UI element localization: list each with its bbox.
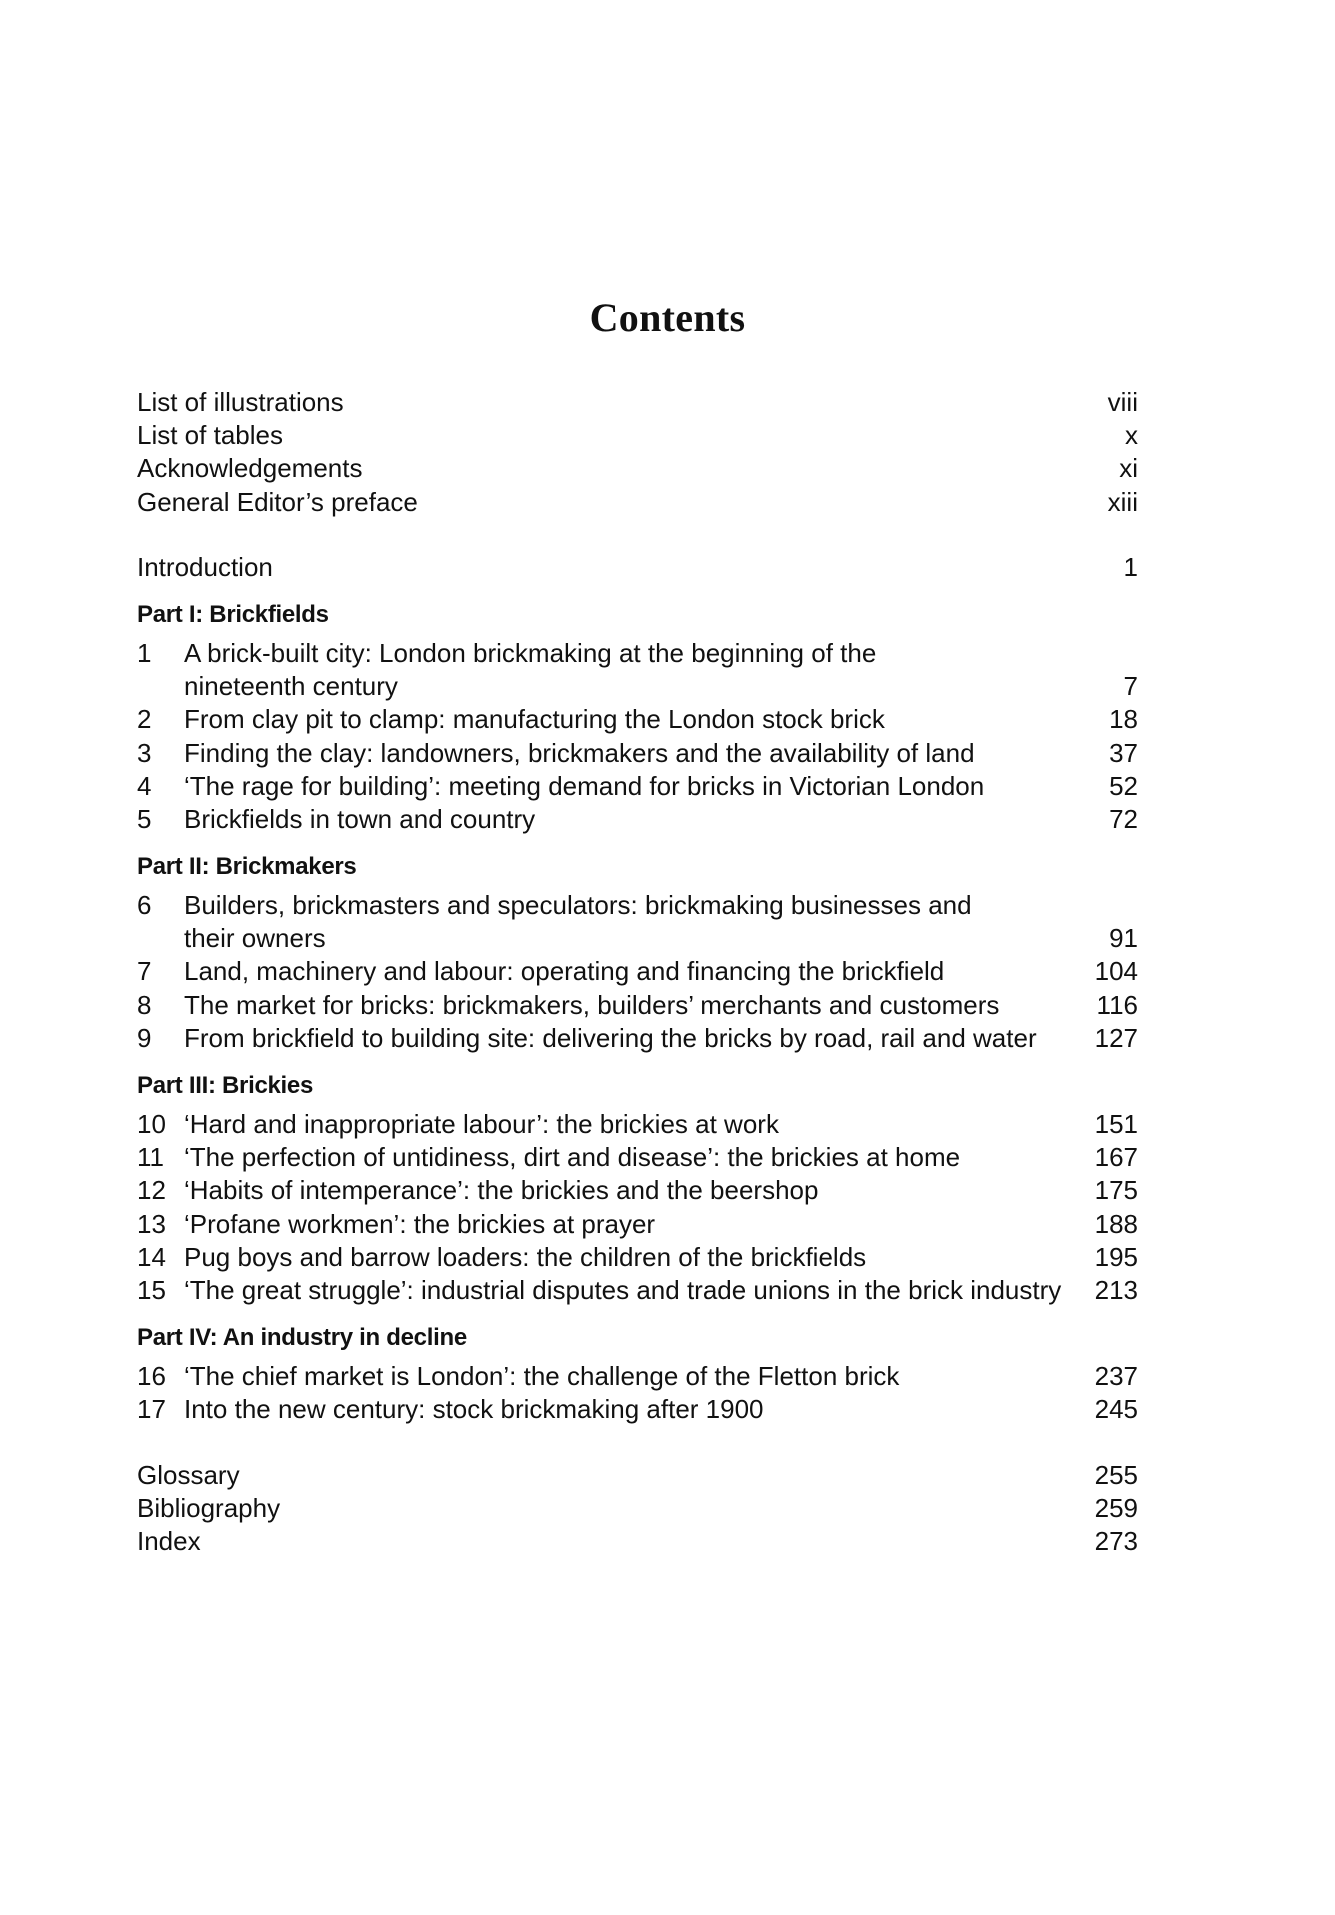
toc-entry-title: List of tables xyxy=(137,420,283,451)
toc-chapter-entry[interactable] xyxy=(137,737,1138,770)
chapter-number: 1 xyxy=(137,637,152,668)
chapter-title-continued: nineteenth century xyxy=(184,671,398,702)
chapter-title: A brick-built city: London brickmaking at the beginning of the xyxy=(184,637,877,668)
toc-page-number: 104 xyxy=(1094,956,1138,987)
part-heading: Part I: Brickfields xyxy=(137,600,329,628)
toc-chapter-entry[interactable] xyxy=(137,770,1138,803)
toc-entry-title: Index xyxy=(137,1525,201,1556)
toc-chapter-entry[interactable] xyxy=(137,1208,1138,1241)
toc-page-number: 52 xyxy=(1109,770,1138,801)
toc-entry[interactable] xyxy=(137,419,1138,452)
toc-page-number: 91 xyxy=(1109,923,1138,954)
toc-entry[interactable] xyxy=(137,1459,1138,1492)
toc-page-number: 273 xyxy=(1094,1525,1138,1556)
chapter-number: 5 xyxy=(137,803,152,834)
toc-entry-title: General Editor’s preface xyxy=(137,486,418,517)
toc-chapter-entry[interactable] xyxy=(137,989,1138,1022)
chapter-title: Into the new century: stock brickmaking after 1900 xyxy=(184,1394,764,1425)
chapter-title: ‘The chief market is London’: the challenge of the Fletton brick xyxy=(184,1361,900,1392)
toc-chapter-entry[interactable] xyxy=(137,1360,1138,1393)
toc-page-number: 72 xyxy=(1109,803,1138,834)
chapter-title: Land, machinery and labour: operating and financing the brickfield xyxy=(184,956,945,987)
toc-page-number: 237 xyxy=(1094,1361,1138,1392)
toc-entry-title: Bibliography xyxy=(137,1492,281,1523)
toc-chapter-entry[interactable] xyxy=(137,955,1138,988)
chapter-number: 3 xyxy=(137,737,152,768)
toc-page-number: x xyxy=(1125,420,1138,451)
chapter-title: From brickfield to building site: delivering the bricks by road, rail and water xyxy=(184,1022,1037,1053)
toc-page-number: 175 xyxy=(1094,1175,1138,1206)
toc-page-number: 151 xyxy=(1094,1109,1138,1139)
toc-chapter-entry[interactable] xyxy=(137,1393,1138,1426)
part-heading: Part IV: An industry in decline xyxy=(137,1324,467,1352)
chapter-title: Finding the clay: landowners, brickmakers and the availability of land xyxy=(184,737,975,768)
toc-page-number: 37 xyxy=(1109,737,1138,768)
toc-page-number: 245 xyxy=(1094,1394,1138,1425)
chapter-number: 10 xyxy=(137,1109,166,1139)
chapter-title: Pug boys and barrow loaders: the children of the brickfields xyxy=(184,1241,867,1272)
toc-chapter-entry[interactable] xyxy=(137,637,1138,670)
toc-chapter-entry[interactable] xyxy=(137,803,1138,836)
chapter-title: ‘The perfection of untidiness, dirt and disease’: the brickies at home xyxy=(184,1142,961,1173)
chapter-number: 16 xyxy=(137,1361,166,1392)
toc-page-number: viii xyxy=(1107,387,1138,417)
chapter-title: ‘The rage for building’: meeting demand for bricks in Victorian London xyxy=(184,770,985,801)
chapter-number: 8 xyxy=(137,989,152,1020)
toc-page-number: 259 xyxy=(1094,1492,1138,1523)
chapter-title: The market for bricks: brickmakers, builders’ merchants and customers xyxy=(184,989,1000,1020)
toc-page-number: xi xyxy=(1119,453,1138,484)
chapter-title: ‘The great struggle’: industrial disputes and trade unions in the brick industry xyxy=(184,1274,1062,1305)
chapter-number: 14 xyxy=(137,1241,166,1272)
part-heading: Part III: Brickies xyxy=(137,1072,314,1099)
toc-chapter-entry[interactable] xyxy=(137,1108,1138,1141)
toc-chapter-entry[interactable] xyxy=(137,1174,1138,1207)
part-heading: Part II: Brickmakers xyxy=(137,853,357,881)
toc-page-number: 18 xyxy=(1109,704,1138,735)
toc-entry[interactable] xyxy=(137,386,1138,419)
toc-chapter-entry[interactable] xyxy=(137,1241,1138,1274)
chapter-number: 4 xyxy=(137,770,152,801)
toc-chapter-entry-continued[interactable] xyxy=(137,922,1138,955)
toc-page-number: 195 xyxy=(1094,1241,1138,1272)
toc-chapter-entry[interactable] xyxy=(137,703,1138,736)
toc-chapter-entry[interactable] xyxy=(137,1141,1138,1174)
toc-entry-introduction[interactable] xyxy=(137,551,1138,584)
chapter-number: 2 xyxy=(137,704,152,735)
chapter-title: From clay pit to clamp: manufacturing the London stock brick xyxy=(184,704,885,735)
chapter-title: Builders, brickmasters and speculators: brickmaking businesses and xyxy=(184,890,972,921)
toc-entry[interactable] xyxy=(137,486,1138,519)
toc-page-number: 116 xyxy=(1096,989,1138,1020)
chapter-number: 12 xyxy=(137,1175,166,1206)
toc-entry-title: List of illustrations xyxy=(137,387,344,417)
section-gap xyxy=(137,1427,1138,1459)
chapter-number: 9 xyxy=(137,1022,152,1053)
chapter-title: ‘Profane workmen’: the brickies at prayer xyxy=(184,1208,656,1239)
toc-page-number: xiii xyxy=(1107,486,1138,517)
toc-entry[interactable] xyxy=(137,452,1138,485)
toc-page-number: 188 xyxy=(1094,1208,1138,1239)
chapter-number: 17 xyxy=(137,1394,166,1425)
toc-chapter-entry-continued[interactable] xyxy=(137,670,1138,703)
toc-chapter-entry[interactable] xyxy=(137,1022,1138,1055)
toc-entry-title: Acknowledgements xyxy=(137,453,363,484)
chapter-number: 15 xyxy=(137,1274,166,1305)
toc-chapter-entry[interactable] xyxy=(137,1274,1138,1307)
chapter-title-continued: their owners xyxy=(184,923,326,954)
toc-page-number: 167 xyxy=(1094,1142,1138,1173)
chapter-title: ‘Hard and inappropriate labour’: the brickies at work xyxy=(184,1109,779,1139)
table-of-contents xyxy=(137,386,1138,1558)
toc-page-number: 7 xyxy=(1123,671,1138,702)
chapter-number: 6 xyxy=(137,890,152,921)
chapter-title: Brickfields in town and country xyxy=(184,803,536,834)
chapter-number: 7 xyxy=(137,956,152,987)
chapter-title: ‘Habits of intemperance’: the brickies and the beershop xyxy=(184,1175,819,1206)
toc-chapter-entry[interactable] xyxy=(137,889,1138,922)
chapter-number: 11 xyxy=(137,1142,164,1173)
section-gap xyxy=(137,519,1138,551)
toc-page-number: 1 xyxy=(1123,551,1138,582)
chapter-number: 13 xyxy=(137,1208,166,1239)
page-title: Contents xyxy=(589,295,746,340)
toc-page-number: 127 xyxy=(1094,1022,1138,1053)
toc-page-number: 213 xyxy=(1094,1274,1138,1305)
toc-entry[interactable] xyxy=(137,1525,1138,1558)
toc-entry-title: Introduction xyxy=(137,551,273,582)
toc-entry[interactable] xyxy=(137,1492,1138,1525)
toc-entry-title: Glossary xyxy=(137,1459,240,1490)
toc-page-number: 255 xyxy=(1094,1459,1138,1490)
